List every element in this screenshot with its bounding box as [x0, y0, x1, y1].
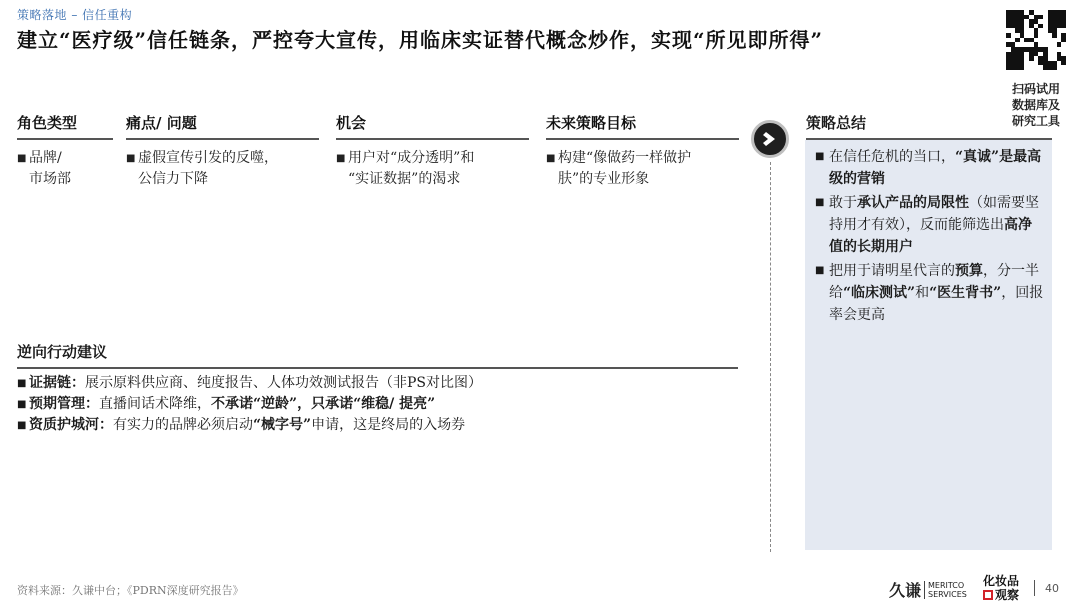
summary-bold-text: “真诚”是最高级的营销 [829, 149, 1042, 187]
summary-bold-text: 预算 [955, 263, 983, 279]
summary-text: （如需要坚持用才有效），反而能筛选出 [829, 195, 1039, 233]
logo-divider [924, 581, 925, 599]
bullet-icon: ■ [126, 153, 136, 164]
source-note: 资料来源：久谦中台；《PDRN深度研究报告》 [17, 584, 244, 597]
footer-divider [1034, 580, 1035, 596]
summary-header: 策略总结 [806, 112, 1052, 140]
page-title: 建立“医疗级”信任链条，严控夸大宣传，用临床实证替代概念炒作，实现“所见即所得” [17, 28, 824, 52]
logo-subtext [928, 581, 967, 599]
list-item-text: 虚假宣传引发的反噬， [138, 150, 278, 166]
summary-text: 把用于请明星代言的 [829, 263, 955, 279]
bullet-icon: ■ [17, 153, 27, 164]
dashed-divider [770, 162, 771, 552]
summary-bold-text: 高净值的长期用户 [829, 217, 1032, 255]
column-body-role [17, 148, 117, 190]
logo-text-row [983, 588, 1019, 602]
list-item [126, 148, 326, 190]
list-item [17, 415, 757, 436]
summary-bold-text: 承认产品的局限性 [857, 195, 969, 211]
breadcrumb: 策略落地 – 信任重构 [17, 8, 133, 22]
action-text: 展示原料供应商、纯度报告、人体功效测试报告（非PS对比图） [85, 375, 483, 391]
summary-text: 和 [915, 285, 930, 301]
reverse-actions-list [17, 373, 757, 436]
column-body-pain-point [126, 148, 326, 190]
column-body-opportunity [336, 148, 536, 190]
summary-panel [805, 140, 1052, 550]
list-item [815, 146, 1044, 190]
qr-caption-line: 数据库及 [1011, 98, 1060, 112]
qr-cell [1061, 65, 1066, 70]
list-item [815, 260, 1044, 326]
action-text: 直播间话术降维， [99, 396, 211, 412]
column-header-strategy-goal: 未来策略目标 [546, 112, 739, 140]
bullet-icon: ■ [546, 153, 556, 164]
column-header-pain-point: 痛点/ 问题 [126, 112, 319, 140]
action-text: 申请，这是终局的入场券 [311, 417, 466, 433]
list-item [546, 148, 746, 190]
logo-text: 化妆品 [983, 574, 1020, 588]
bullet-icon: ■ [17, 378, 27, 389]
bullet-icon: ■ [17, 399, 27, 410]
qr-caption-line: 扫码试用 [1011, 82, 1060, 96]
qr-code-image[interactable] [1004, 8, 1068, 72]
qr-caption-line: 研究工具 [1011, 114, 1060, 128]
summary-text: 在信任危机的当口， [829, 149, 955, 165]
column-body-strategy-goal [546, 148, 746, 190]
list-item-text: 肤”的专业形象 [558, 171, 650, 187]
red-square-icon [983, 590, 993, 600]
summary-text: 敢于 [829, 195, 857, 211]
action-label: 预期管理： [29, 396, 99, 412]
section-header-reverse-actions: 逆向行动建议 [17, 341, 738, 369]
list-item [17, 394, 757, 415]
bullet-icon: ■ [815, 265, 825, 276]
logo-text: 久谦 [889, 581, 922, 600]
list-item-text: 品牌/ [29, 150, 62, 166]
logo-text: 观察 [995, 588, 1020, 602]
action-text: 有实力的品牌必须启动 [113, 417, 253, 433]
list-item [17, 148, 117, 190]
column-header-role: 角色类型 [17, 112, 113, 140]
cosmetics-observer-logo [983, 574, 1019, 602]
column-header-opportunity: 机会 [336, 112, 529, 140]
page-number: 40 [1045, 582, 1059, 595]
summary-bold-text: “医生背书” [929, 285, 1002, 301]
list-item-text: 公信力下降 [138, 171, 208, 187]
list-item-text: 用户对“成分透明”和 [348, 150, 475, 166]
meritco-logo [889, 578, 967, 601]
list-item-text: “实证数据”的渴求 [348, 171, 461, 187]
action-label: 资质护城河： [29, 417, 113, 433]
bullet-icon: ■ [17, 420, 27, 431]
action-bold-text: “械字号” [253, 417, 312, 433]
list-item [815, 192, 1044, 258]
list-item [17, 373, 757, 394]
bullet-icon: ■ [815, 197, 825, 208]
list-item-text: 市场部 [29, 171, 71, 187]
summary-text: ，分一半给 [829, 263, 1039, 301]
action-bold-text: 不承诺“逆龄”，只承诺“维稳/ 提亮” [211, 396, 436, 412]
bullet-icon: ■ [336, 153, 346, 164]
chevron-right-icon [751, 120, 789, 158]
action-label: 证据链： [29, 375, 85, 391]
summary-text: ，回报率会更高 [829, 285, 1044, 323]
list-item-text: 构建“像做药一样做护 [558, 150, 692, 166]
logo-text: SERVICES [928, 589, 967, 599]
bullet-icon: ■ [815, 151, 825, 162]
logo-text: MERITCO [928, 580, 965, 590]
summary-bold-text: “临床测试” [843, 285, 916, 301]
list-item [336, 148, 536, 190]
